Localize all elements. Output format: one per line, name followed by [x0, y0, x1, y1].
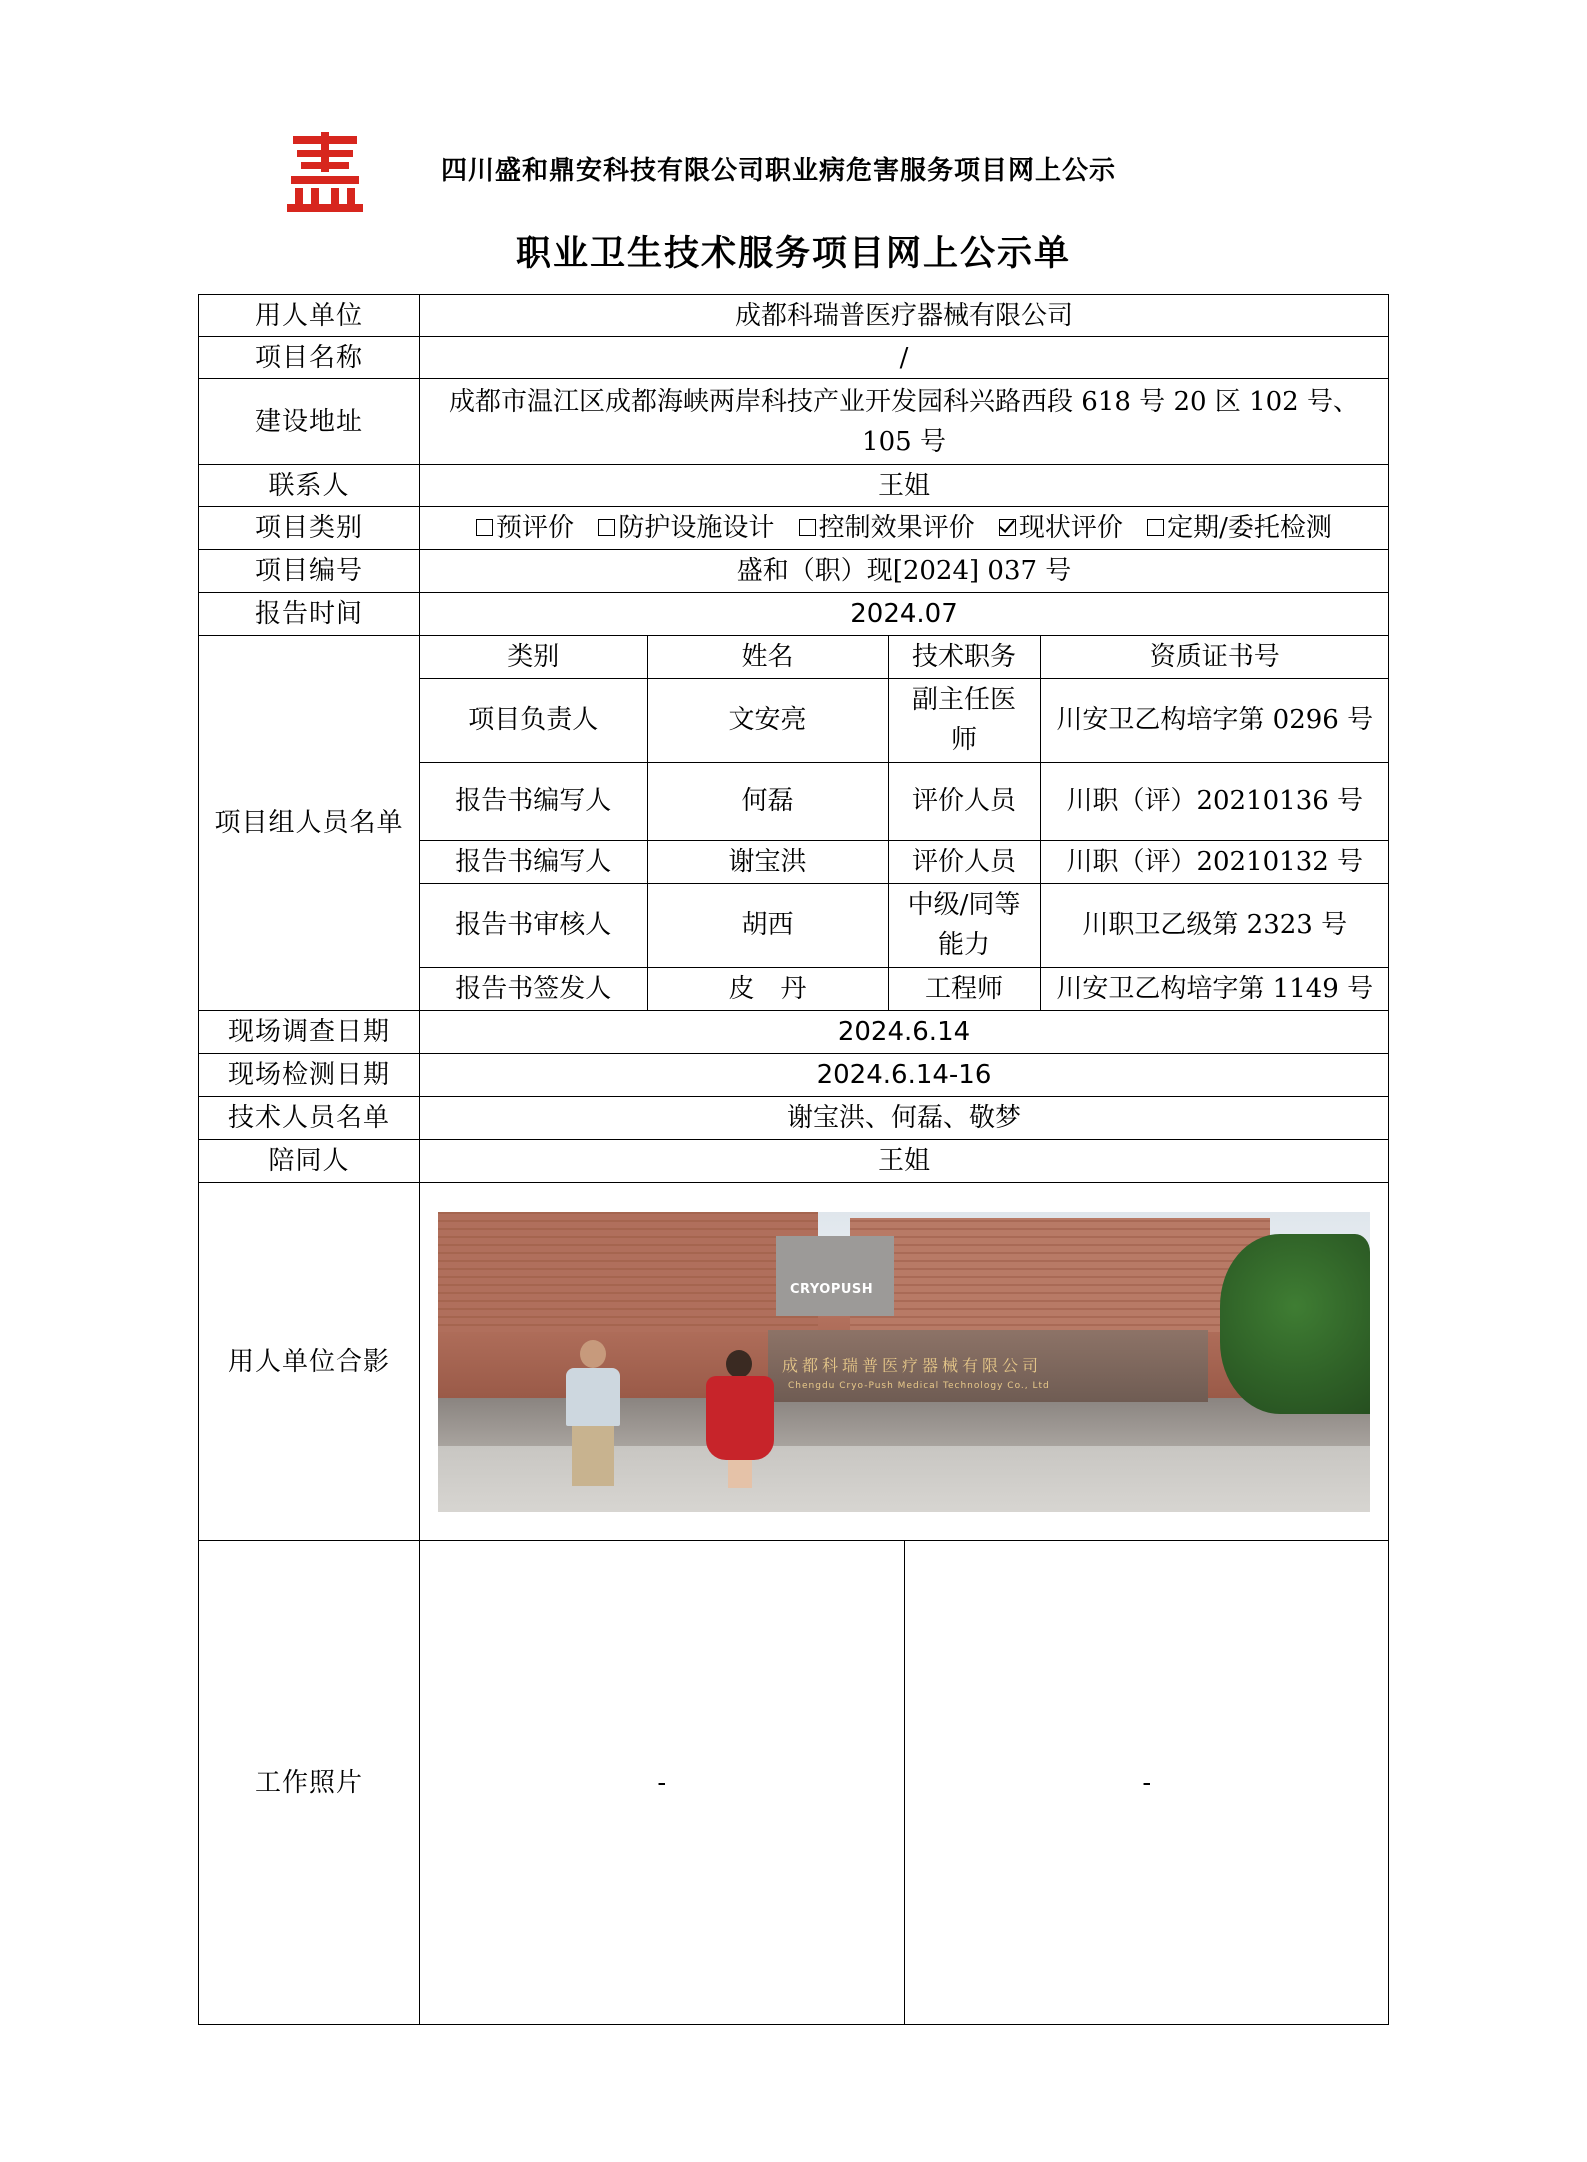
team-header-row: [420, 636, 1389, 678]
checkbox-icon[interactable]: [598, 519, 615, 536]
photo-wall-sign-text: 成都科瑞普医疗器械有限公司: [782, 1355, 1043, 1375]
checkbox-checked-icon[interactable]: [999, 519, 1016, 536]
member-role: 报告书编写人: [420, 840, 647, 883]
group-photo-label: 用人单位合影: [199, 1183, 420, 1541]
member-title: 中级/同等能力: [888, 883, 1040, 967]
member-name: 谢宝洪: [647, 840, 888, 883]
row-team: [199, 636, 1389, 1011]
contact-label: 联系人: [199, 465, 420, 507]
group-photo-cell: [420, 1183, 1389, 1541]
member-title: 副主任医师: [888, 678, 1040, 762]
team-table: [420, 636, 1389, 1010]
page-header: [0, 128, 1587, 218]
escort-value: 王姐: [420, 1140, 1389, 1183]
team-header-role: 类别: [420, 636, 647, 678]
employer-value: 成都科瑞普医疗器械有限公司: [420, 295, 1389, 337]
option-protection-design[interactable]: 防护设施设计: [598, 508, 774, 548]
member-role: 报告书审核人: [420, 883, 647, 967]
row-contact: [199, 465, 1389, 507]
row-technicians: [199, 1097, 1389, 1140]
row-project-no: [199, 550, 1389, 593]
member-name: 皮 丹: [647, 967, 888, 1010]
employer-label: 用人单位: [199, 295, 420, 337]
project-no-label: 项目编号: [199, 550, 420, 593]
photo-tower-sign-text: CRYOPUSH: [790, 1281, 874, 1297]
project-name-value: /: [420, 337, 1389, 379]
work-photos-table: [420, 1541, 1389, 2024]
member-cert: 川安卫乙构培字第 1149 号: [1040, 967, 1389, 1010]
team-row: [420, 762, 1389, 840]
member-name: 胡西: [647, 883, 888, 967]
photo-building: [438, 1212, 818, 1332]
row-group-photo: [199, 1183, 1389, 1541]
project-type-label: 项目类别: [199, 507, 420, 550]
company-logo: [287, 132, 363, 212]
row-address: [199, 379, 1389, 465]
report-time-value: 2024.07: [420, 593, 1389, 636]
member-cert: 川职（评）20210132 号: [1040, 840, 1389, 883]
member-role: 报告书签发人: [420, 967, 647, 1010]
team-header-cert: 资质证书号: [1040, 636, 1389, 678]
notice-form-table: [198, 294, 1389, 2025]
photo-person: [700, 1350, 780, 1490]
technicians-label: 技术人员名单: [199, 1097, 420, 1140]
work-photos-label: 工作照片: [199, 1541, 420, 2025]
work-photos-cell: [420, 1541, 1389, 2025]
address-label: 建设地址: [199, 379, 420, 465]
photo-building: [850, 1218, 1270, 1332]
photo-person: [558, 1340, 628, 1490]
survey-date-value: 2024.6.14: [420, 1011, 1389, 1054]
member-title: 评价人员: [888, 762, 1040, 840]
photo-wall-sign-english: Chengdu Cryo-Push Medical Technology Co., Ltd: [788, 1380, 1050, 1391]
test-date-label: 现场检测日期: [199, 1054, 420, 1097]
option-status-evaluation[interactable]: 现状评价: [999, 508, 1123, 548]
row-test-date: [199, 1054, 1389, 1097]
checkbox-icon[interactable]: [799, 519, 816, 536]
group-photo: [438, 1212, 1370, 1512]
team-header-name: 姓名: [647, 636, 888, 678]
team-row: [420, 883, 1389, 967]
work-photo-left: -: [420, 1541, 904, 2024]
row-project-name: [199, 337, 1389, 379]
team-header-title: 技术职务: [888, 636, 1040, 678]
row-employer: [199, 295, 1389, 337]
member-role: 项目负责人: [420, 678, 647, 762]
test-date-value: 2024.6.14-16: [420, 1054, 1389, 1097]
member-name: 何磊: [647, 762, 888, 840]
project-name-label: 项目名称: [199, 337, 420, 379]
member-cert: 川职（评）20210136 号: [1040, 762, 1389, 840]
member-title: 评价人员: [888, 840, 1040, 883]
technicians-value: 谢宝洪、何磊、敬梦: [420, 1097, 1389, 1140]
member-role: 报告书编写人: [420, 762, 647, 840]
row-work-photos: [199, 1541, 1389, 2025]
member-name: 文安亮: [647, 678, 888, 762]
row-escort: [199, 1140, 1389, 1183]
checkbox-icon[interactable]: [1147, 519, 1164, 536]
project-no-value: 盛和（职）现[2024] 037 号: [420, 550, 1389, 593]
team-row: [420, 678, 1389, 762]
project-type-options: [420, 507, 1389, 550]
option-pre-evaluation[interactable]: 预评价: [476, 508, 574, 548]
option-periodic-testing[interactable]: 定期/委托检测: [1147, 508, 1332, 548]
address-value: 成都市温江区成都海峡两岸科技产业开发园科兴路西段 618 号 20 区 102 号、105 号: [420, 379, 1389, 465]
member-cert: 川安卫乙构培字第 0296 号: [1040, 678, 1389, 762]
row-survey-date: [199, 1011, 1389, 1054]
work-photo-right: -: [904, 1541, 1389, 2024]
team-table-cell: [420, 636, 1389, 1011]
photo-trees: [1220, 1234, 1370, 1414]
row-report-time: [199, 593, 1389, 636]
document-title: 职业卫生技术服务项目网上公示单: [515, 233, 1071, 274]
checkbox-icon[interactable]: [476, 519, 493, 536]
team-label: 项目组人员名单: [199, 636, 420, 1011]
member-title: 工程师: [888, 967, 1040, 1010]
escort-label: 陪同人: [199, 1140, 420, 1183]
survey-date-label: 现场调查日期: [199, 1011, 420, 1054]
contact-value: 王姐: [420, 465, 1389, 507]
team-row: [420, 967, 1389, 1010]
row-project-type: [199, 507, 1389, 550]
member-cert: 川职卫乙级第 2323 号: [1040, 883, 1389, 967]
option-control-effect[interactable]: 控制效果评价: [799, 508, 975, 548]
team-row: [420, 840, 1389, 883]
report-time-label: 报告时间: [199, 593, 420, 636]
company-notice-title: 四川盛和鼎安科技有限公司职业病危害服务项目网上公示: [441, 156, 1117, 186]
